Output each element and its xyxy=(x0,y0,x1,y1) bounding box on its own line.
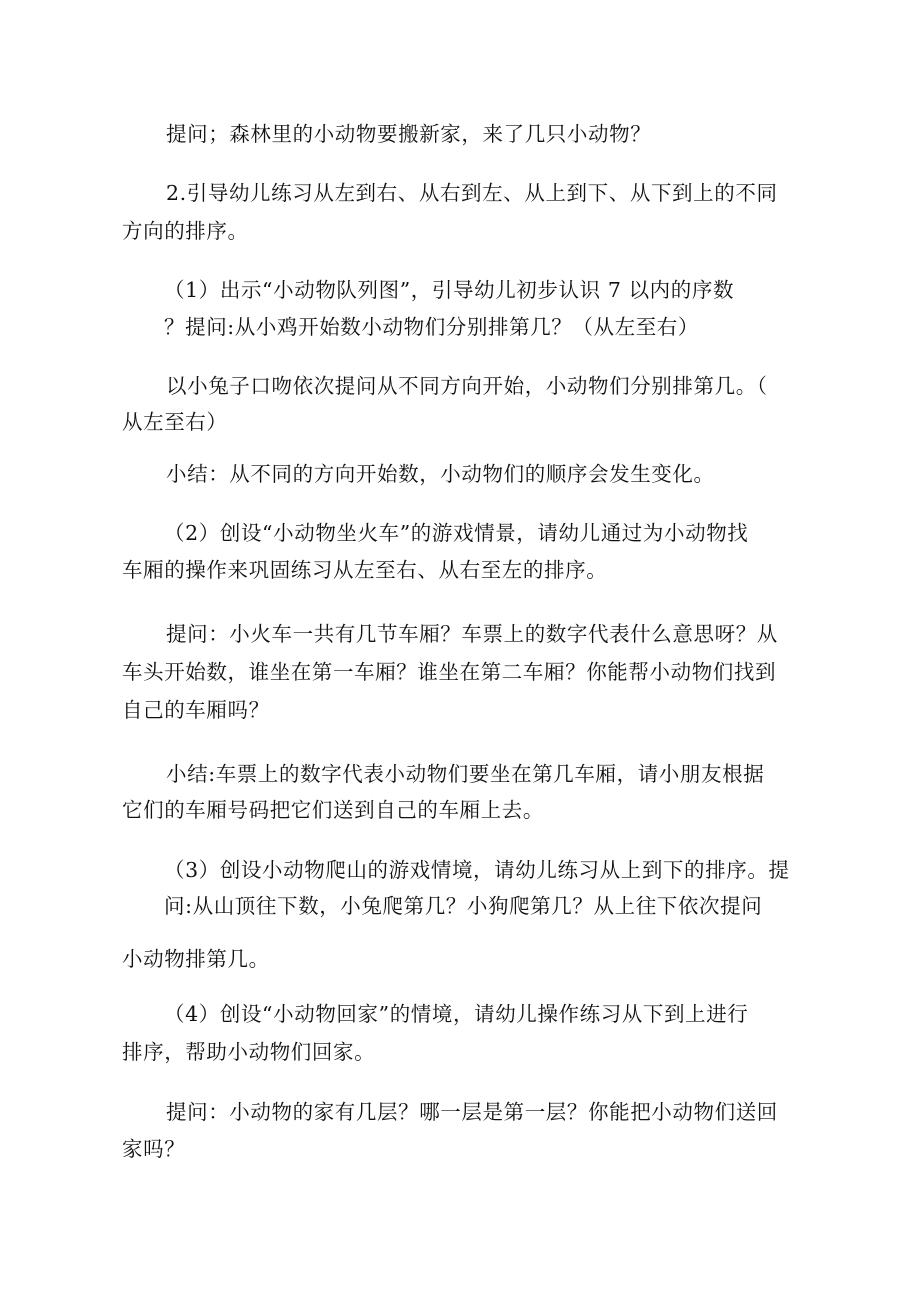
paragraph-line: 提问：小火车一共有几节车厢？车票上的数字代表什么意思呀？从 xyxy=(166,622,778,646)
paragraph-line: 小结：从不同的方向开始数，小动物们的顺序会发生变化。 xyxy=(166,462,715,486)
paragraph-line: 它们的车厢号码把它们送到自己的车厢上去。 xyxy=(122,798,544,822)
paragraph-line: 排序，帮助小动物们回家。 xyxy=(122,1040,376,1064)
paragraph-line: 小结:车票上的数字代表小动物们要坐在第几车厢，请小朋友根据 xyxy=(166,762,765,786)
paragraph-line: 提问：小动物的家有几层？哪一层是第一层？你能把小动物们送回 xyxy=(166,1100,778,1124)
paragraph-line: 家吗？ xyxy=(122,1137,186,1161)
paragraph-line: （4）创设“小动物回家”的情境，请幼儿操作练习从下到上进行 xyxy=(164,1002,749,1026)
paragraph-line: 从左至右） xyxy=(122,410,228,434)
paragraph-line: （3）创设小动物爬山的游戏情境，请幼儿练习从上到下的排序。提 xyxy=(164,858,790,882)
paragraph-line: 自己的车厢吗？ xyxy=(122,698,270,722)
paragraph-line: 车厢的操作来巩固练习从左至右、从右至左的排序。 xyxy=(122,558,608,582)
paragraph-line: 问:从山顶往下数，小兔爬第几？小狗爬第几？从上往下依次提问 xyxy=(164,894,763,918)
paragraph-line: （1）出示“小动物队列图”，引导幼儿初步认识 7 以内的序数 xyxy=(164,278,735,302)
paragraph-line: ？提问:从小鸡开始数小动物们分别排第几？（从左至右） xyxy=(164,315,700,339)
paragraph-line: 2.引导幼儿练习从左到右、从右到左、从上到下、从下到上的不同 xyxy=(166,181,778,205)
paragraph-line: 方向的排序。 xyxy=(122,219,249,243)
paragraph-line: 小动物排第几。 xyxy=(122,947,270,971)
paragraph-line: 以小兔子口吻依次提问从不同方向开始，小动物们分别排第几。（ xyxy=(166,374,768,398)
paragraph-line: （2）创设“小动物坐火车”的游戏情景，请幼儿通过为小动物找 xyxy=(164,521,749,545)
paragraph-line: 提问；森林里的小动物要搬新家，来了几只小动物？ xyxy=(166,122,652,146)
paragraph-line: 车头开始数，谁坐在第一车厢？谁坐在第二车厢？你能帮小动物们找到 xyxy=(122,660,777,684)
